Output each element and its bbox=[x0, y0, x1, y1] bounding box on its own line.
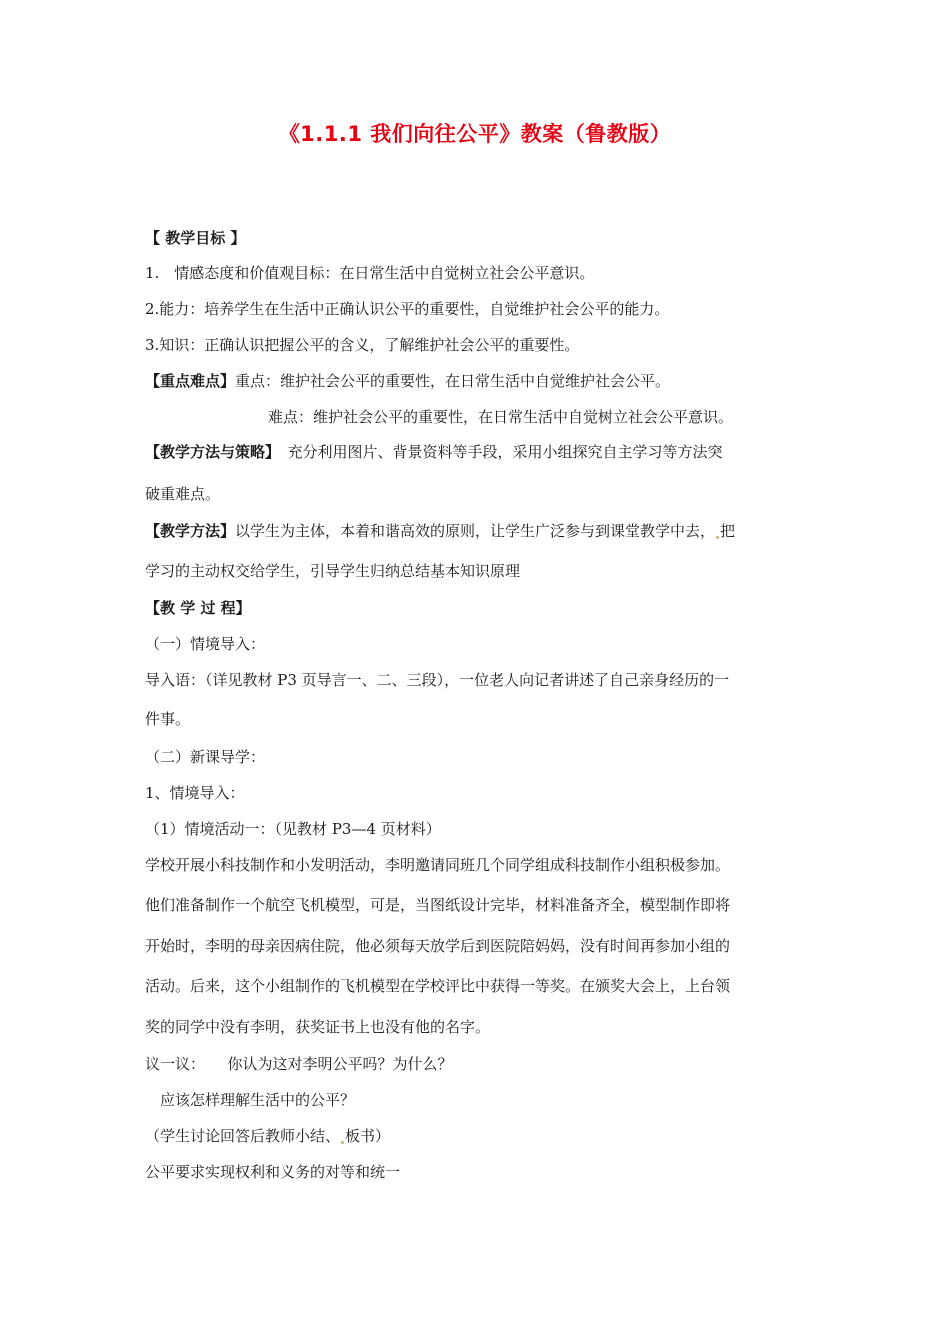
discuss-row bbox=[145, 1054, 453, 1074]
key-points-label: 【重点难点】 bbox=[145, 372, 236, 390]
dot-mark bbox=[341, 1141, 344, 1144]
objective-item: 2.能力：培养学生在生活中正确认识公平的重要性，自觉维护社会公平的能力。 bbox=[145, 300, 670, 318]
activity-heading: （1）情境活动一：（见教材 P3—4 页材料） bbox=[145, 820, 441, 838]
strategy-text-cont: 破重难点。 bbox=[145, 485, 221, 503]
method-text-end: 把 bbox=[720, 522, 736, 540]
strategy-label: 【教学方法与策略】 bbox=[145, 443, 273, 461]
method-text-cont: 学习的主动权交给学生，引导学生归纳总结基本知识原理 bbox=[145, 562, 521, 580]
key-points-focus: 重点：维护社会公平的重要性，在日常生活中自觉维护社会公平。 bbox=[235, 372, 671, 390]
method-label: 【教学方法】 bbox=[145, 522, 236, 540]
key-points-row bbox=[145, 371, 670, 391]
teacher-note bbox=[145, 1126, 390, 1146]
situation-heading: 1、情境导入： bbox=[145, 784, 245, 802]
objectives-heading: 【 教学目标 】 bbox=[145, 229, 246, 247]
dot-mark bbox=[716, 536, 719, 539]
story-line: 奖的同学中没有李明，获奖证书上也没有他的名字。 bbox=[145, 1018, 491, 1036]
teacher-note-end: 板书） bbox=[345, 1127, 391, 1145]
intro-text-cont: 件事。 bbox=[145, 710, 191, 728]
objective-item: 1. 情感态度和价值观目标：在日常生活中自觉树立社会公平意识。 bbox=[145, 264, 595, 282]
intro-text: 导入语：（详见教材 P3 页导言一、二、三段），一位老人向记者讲述了自己亲身经历的一 bbox=[145, 671, 730, 689]
new-lesson-heading: （二）新课导学： bbox=[145, 748, 266, 766]
document-title: 《1.1.1 我们向往公平》教案（鲁教版） bbox=[278, 122, 672, 146]
question-two: 应该怎样理解生活中的公平？ bbox=[145, 1091, 356, 1109]
objective-item: 3.知识：正确认识把握公平的含义，了解维护社会公平的重要性。 bbox=[145, 336, 580, 354]
story-line: 活动。后来，这个小组制作的飞机模型在学校评比中获得一等奖。在颁奖大会上，上台领 bbox=[145, 977, 731, 995]
teacher-note-text: （学生讨论回答后教师小结、 bbox=[145, 1127, 341, 1145]
strategy-text: 充分利用图片、背景资料等手段，采用小组探究自主学习等方法突 bbox=[272, 443, 723, 461]
discuss-label: 议一议： bbox=[145, 1055, 198, 1073]
strategy-row bbox=[145, 442, 723, 462]
method-row bbox=[145, 521, 735, 541]
story-line: 开始时，李明的母亲因病住院，他必须每天放学后到医院陪妈妈，没有时间再参加小组的 bbox=[145, 937, 731, 955]
story-line: 学校开展小科技制作和小发明活动，李明邀请同班几个同学组成科技制作小组积极参加。 bbox=[145, 856, 731, 874]
key-points-difficulty: 难点：维护社会公平的重要性，在日常生活中自觉树立社会公平意识。 bbox=[268, 408, 734, 426]
conclusion: 公平要求实现权利和义务的对等和统一 bbox=[145, 1163, 401, 1181]
intro-heading: （一）情境导入： bbox=[145, 635, 266, 653]
discuss-question: 你认为这对李明公平吗？为什么？ bbox=[197, 1055, 453, 1073]
method-text: 以学生为主体，本着和谐高效的原则，让学生广泛参与到课堂教学中去， bbox=[235, 522, 716, 540]
process-heading: 【教 学 过 程】 bbox=[145, 599, 251, 617]
story-line: 他们准备制作一个航空飞机模型，可是，当图纸设计完毕，材料准备齐全，模型制作即将 bbox=[145, 896, 731, 914]
